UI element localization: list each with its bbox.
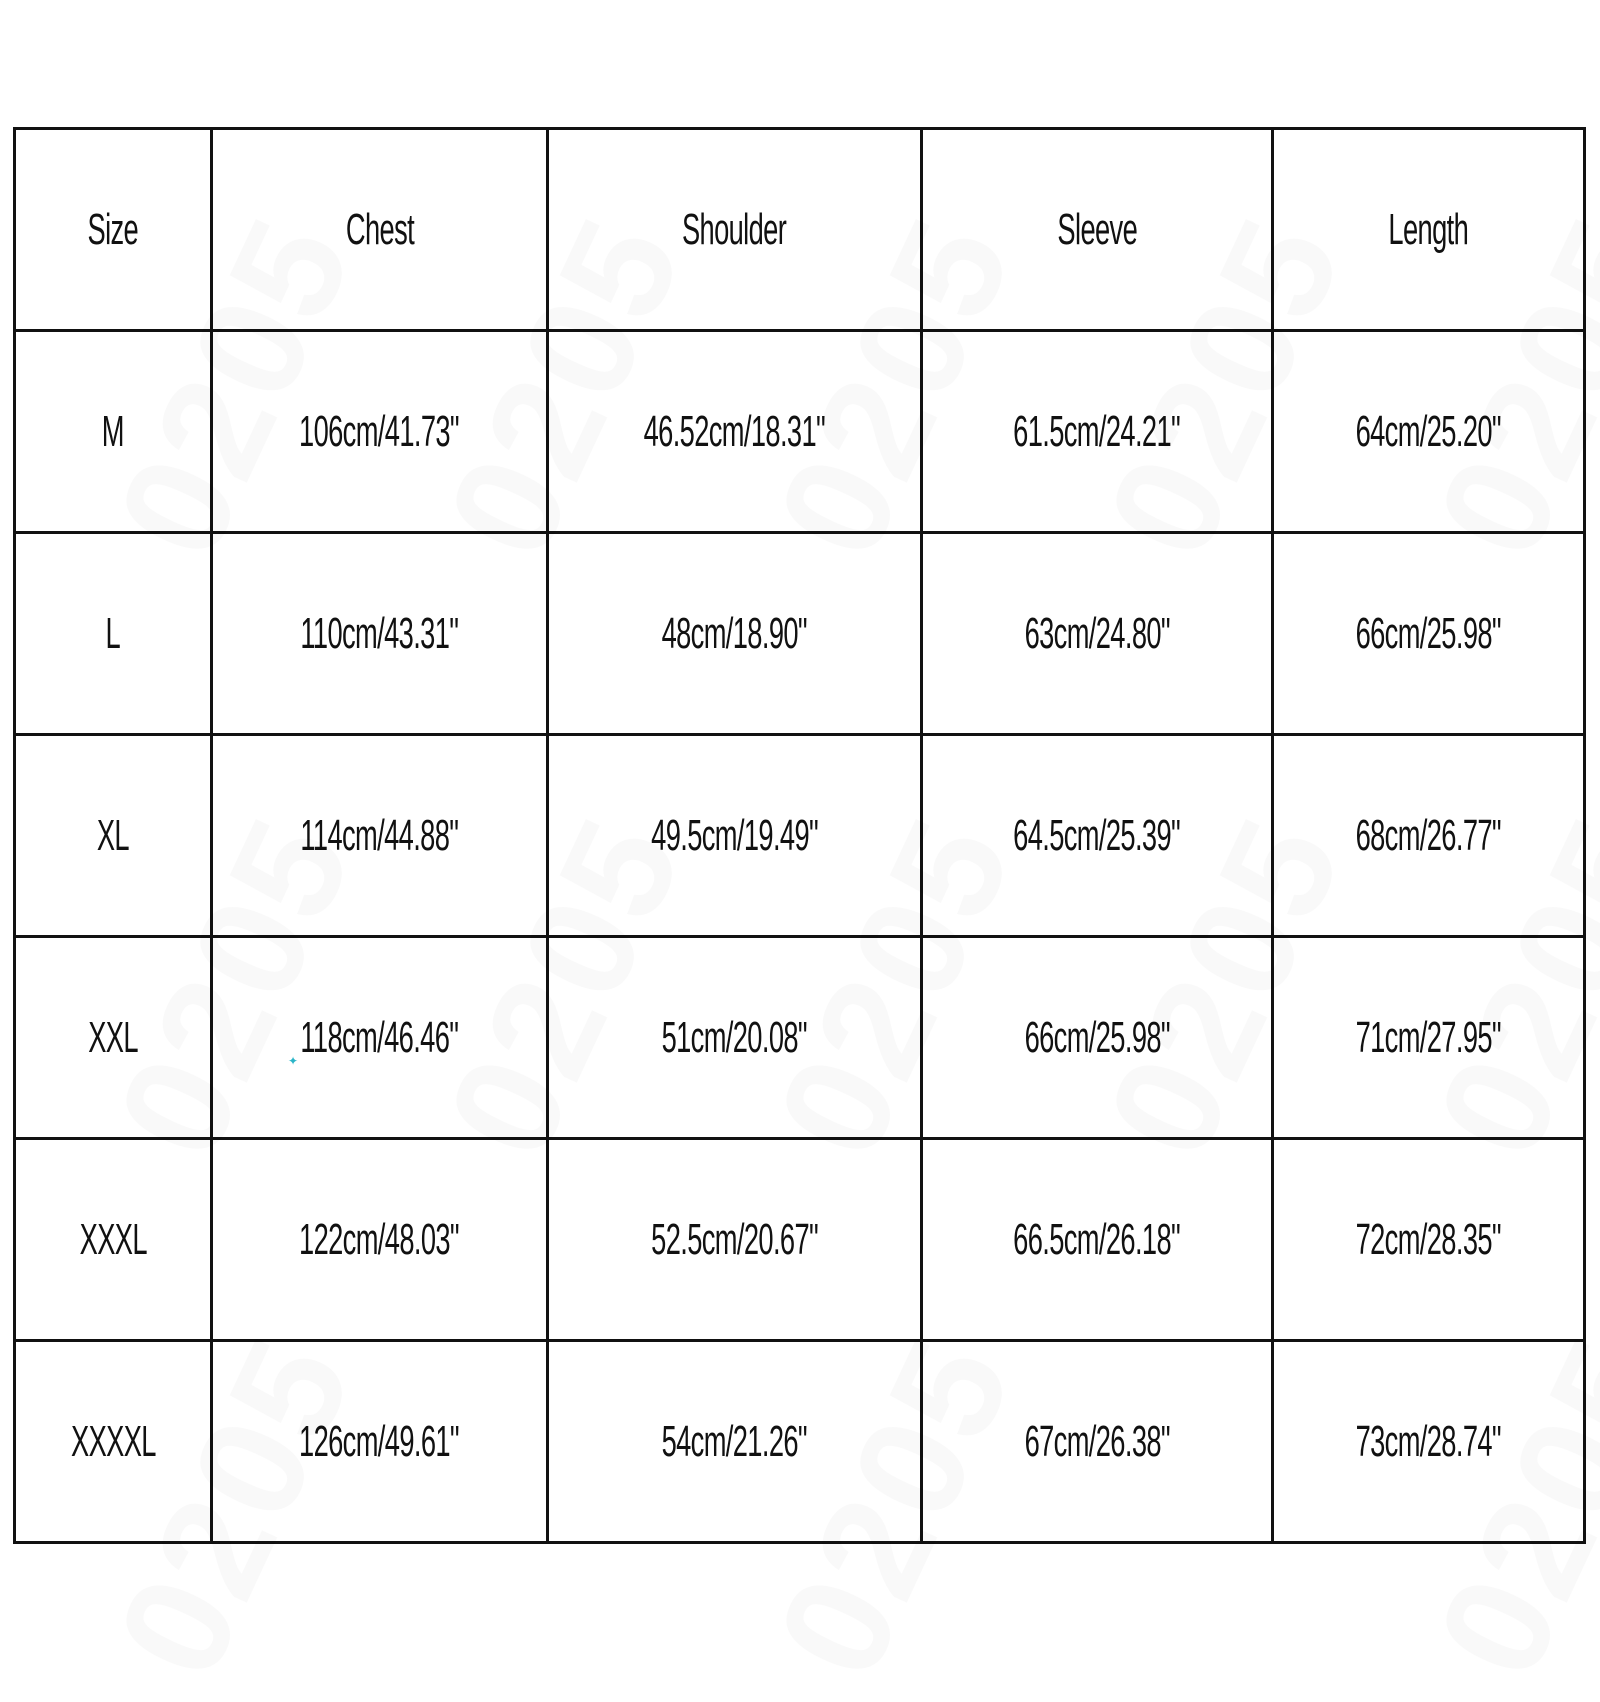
- cell-value: 46.52cm/18.31": [643, 406, 826, 456]
- table-row: [15, 331, 1585, 533]
- cell-value: 66cm/25.98": [1024, 1012, 1170, 1062]
- cell-value: 110cm/43.31": [300, 608, 459, 658]
- cell-sleeve: [922, 1341, 1273, 1543]
- cell-value: 51cm/20.08": [661, 1012, 808, 1062]
- cell-length: [1273, 331, 1585, 533]
- cell-value: XXL: [88, 1012, 138, 1062]
- size-chart: [13, 127, 1583, 1544]
- cell-value: M: [101, 406, 125, 456]
- cell-size: [15, 1341, 212, 1543]
- header-label: Size: [87, 204, 139, 254]
- header-shoulder: [548, 129, 922, 331]
- cell-value: 66cm/25.98": [1355, 608, 1502, 658]
- cell-sleeve: [922, 533, 1273, 735]
- cell-value: 122cm/48.03": [299, 1214, 460, 1264]
- cell-length: [1273, 937, 1585, 1139]
- cell-value: 64cm/25.20": [1355, 406, 1502, 456]
- header-label: Chest: [345, 204, 414, 254]
- cell-sleeve: [922, 1139, 1273, 1341]
- cell-chest: [212, 331, 548, 533]
- cell-value: 114cm/44.88": [300, 810, 459, 860]
- cell-length: [1273, 1139, 1585, 1341]
- cell-value: 73cm/28.74": [1355, 1416, 1502, 1466]
- cell-value: 64.5cm/25.39": [1013, 810, 1181, 860]
- header-label: Length: [1388, 204, 1469, 254]
- cell-size: [15, 937, 212, 1139]
- cell-value: XL: [96, 810, 130, 860]
- cell-shoulder: [548, 331, 922, 533]
- cell-chest: [212, 533, 548, 735]
- cell-value: 72cm/28.35": [1355, 1214, 1502, 1264]
- cell-size: [15, 1139, 212, 1341]
- header-label: Sleeve: [1057, 204, 1137, 254]
- cell-value: 126cm/49.61": [299, 1416, 460, 1466]
- header-label: Shoulder: [682, 204, 787, 254]
- header-sleeve: [922, 129, 1273, 331]
- table-row: [15, 533, 1585, 735]
- cell-shoulder: [548, 1139, 922, 1341]
- cell-value: XXXXL: [70, 1416, 156, 1466]
- cell-value: 61.5cm/24.21": [1013, 406, 1181, 456]
- cell-chest: [212, 1341, 548, 1543]
- cell-value: 66.5cm/26.18": [1013, 1214, 1181, 1264]
- cell-value: 48cm/18.90": [661, 608, 808, 658]
- table-header-row: [15, 129, 1585, 331]
- cell-value: 49.5cm/19.49": [651, 810, 818, 860]
- cell-value: 54cm/21.26": [661, 1416, 808, 1466]
- cell-size: [15, 735, 212, 937]
- table-row: [15, 1341, 1585, 1543]
- header-chest: [212, 129, 548, 331]
- cell-sleeve: [922, 937, 1273, 1139]
- cell-sleeve: [922, 331, 1273, 533]
- table-row: [15, 937, 1585, 1139]
- table-row: [15, 1139, 1585, 1341]
- cell-length: [1273, 1341, 1585, 1543]
- stray-mark-icon: ✦: [288, 1054, 299, 1068]
- cell-value: 71cm/27.95": [1355, 1012, 1502, 1062]
- cell-value: L: [105, 608, 121, 658]
- cell-length: [1273, 735, 1585, 937]
- table-row: [15, 735, 1585, 937]
- cell-sleeve: [922, 735, 1273, 937]
- cell-size: [15, 331, 212, 533]
- cell-size: [15, 533, 212, 735]
- cell-value: 52.5cm/20.67": [651, 1214, 818, 1264]
- cell-length: [1273, 533, 1585, 735]
- cell-chest: [212, 735, 548, 937]
- cell-shoulder: [548, 1341, 922, 1543]
- cell-value: 106cm/41.73": [299, 406, 460, 456]
- cell-value: 63cm/24.80": [1024, 608, 1170, 658]
- cell-value: XXXL: [79, 1214, 147, 1264]
- cell-value: 68cm/26.77": [1355, 810, 1502, 860]
- cell-chest: [212, 1139, 548, 1341]
- header-size: [15, 129, 212, 331]
- cell-shoulder: [548, 937, 922, 1139]
- header-length: [1273, 129, 1585, 331]
- cell-value: 67cm/26.38": [1024, 1416, 1170, 1466]
- cell-value: 118cm/46.46": [300, 1012, 459, 1062]
- cell-shoulder: [548, 533, 922, 735]
- size-table: [13, 127, 1586, 1544]
- cell-shoulder: [548, 735, 922, 937]
- cell-chest: [212, 937, 548, 1139]
